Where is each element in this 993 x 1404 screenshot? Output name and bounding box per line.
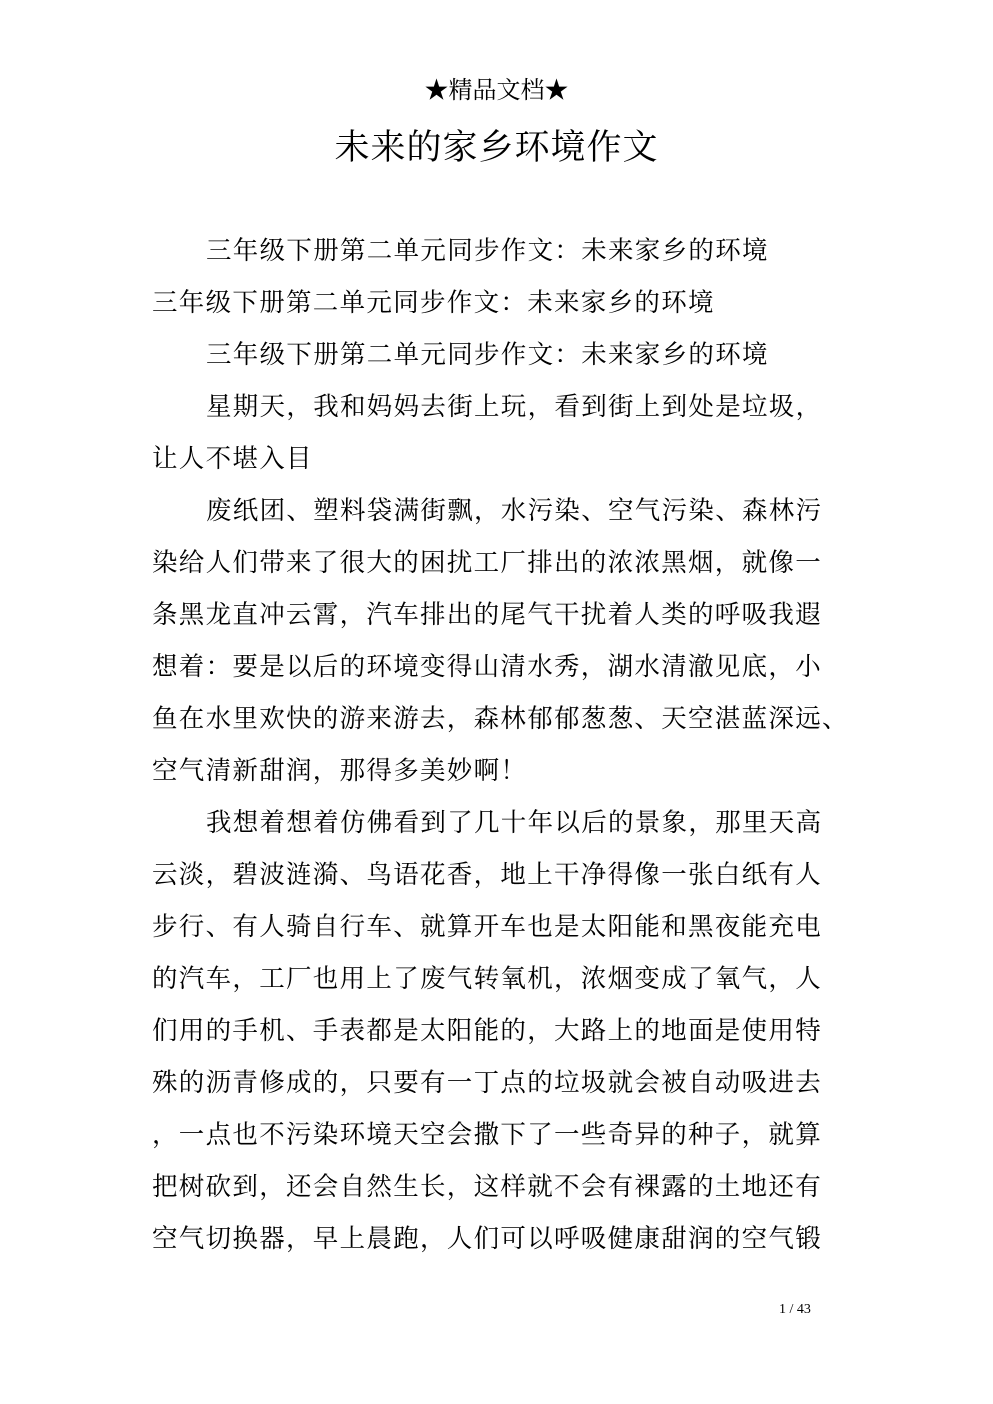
text-line: 我想着想着仿佛看到了几十年以后的景象，那里天高 [206, 808, 823, 838]
text-line: 三年级下册第二单元同步作文：未来家乡的环境 [152, 288, 715, 318]
text-line: 空气清新甜润，那得多美妙啊！ [152, 756, 528, 786]
text-line: 条黑龙直冲云霄，汽车排出的尾气干扰着人类的呼吸我遐 [152, 600, 823, 630]
text-line: 们用的手机、手表都是太阳能的，大路上的地面是使用特 [152, 1016, 823, 1046]
page-number: 1 / 43 [779, 1302, 811, 1317]
document-title: 未来的家乡环境作文 [334, 128, 659, 168]
text-line: 三年级下册第二单元同步作文：未来家乡的环境 [206, 340, 769, 370]
text-line: 把树砍到，还会自然生长，这样就不会有裸露的土地还有 [152, 1172, 823, 1202]
text-line: ，一点也不污染环境天空会撒下了一些奇异的种子，就算 [152, 1120, 823, 1150]
text-line: 步行、有人骑自行车、就算开车也是太阳能和黑夜能充电 [152, 912, 823, 942]
text-line: 殊的沥青修成的，只要有一丁点的垃圾就会被自动吸进去 [152, 1068, 823, 1098]
text-line: 星期天，我和妈妈去街上玩，看到街上到处是垃圾， [206, 392, 823, 422]
text-line: 染给人们带来了很大的困扰工厂排出的浓浓黑烟，就像一 [152, 548, 823, 578]
text-line: 鱼在水里欢快的游来游去，森林郁郁葱葱、天空湛蓝深远、 [152, 704, 849, 734]
text-line: 废纸团、塑料袋满街飘，水污染、空气污染、森林污 [206, 496, 823, 526]
document-body [152, 225, 849, 1265]
text-line: 三年级下册第二单元同步作文：未来家乡的环境 [206, 236, 769, 266]
text-line: 的汽车，工厂也用上了废气转氧机，浓烟变成了氧气，人 [152, 964, 823, 994]
text-line: 让人不堪入目 [152, 444, 313, 474]
text-line: 空气切换器，早上晨跑，人们可以呼吸健康甜润的空气锻 [152, 1224, 823, 1254]
text-line: 云淡，碧波涟漪、鸟语花香，地上干净得像一张白纸有人 [152, 860, 823, 890]
header-banner: ★精品文档★ [424, 76, 569, 104]
text-line: 想着：要是以后的环境变得山清水秀，湖水清澈见底，小 [152, 652, 823, 682]
